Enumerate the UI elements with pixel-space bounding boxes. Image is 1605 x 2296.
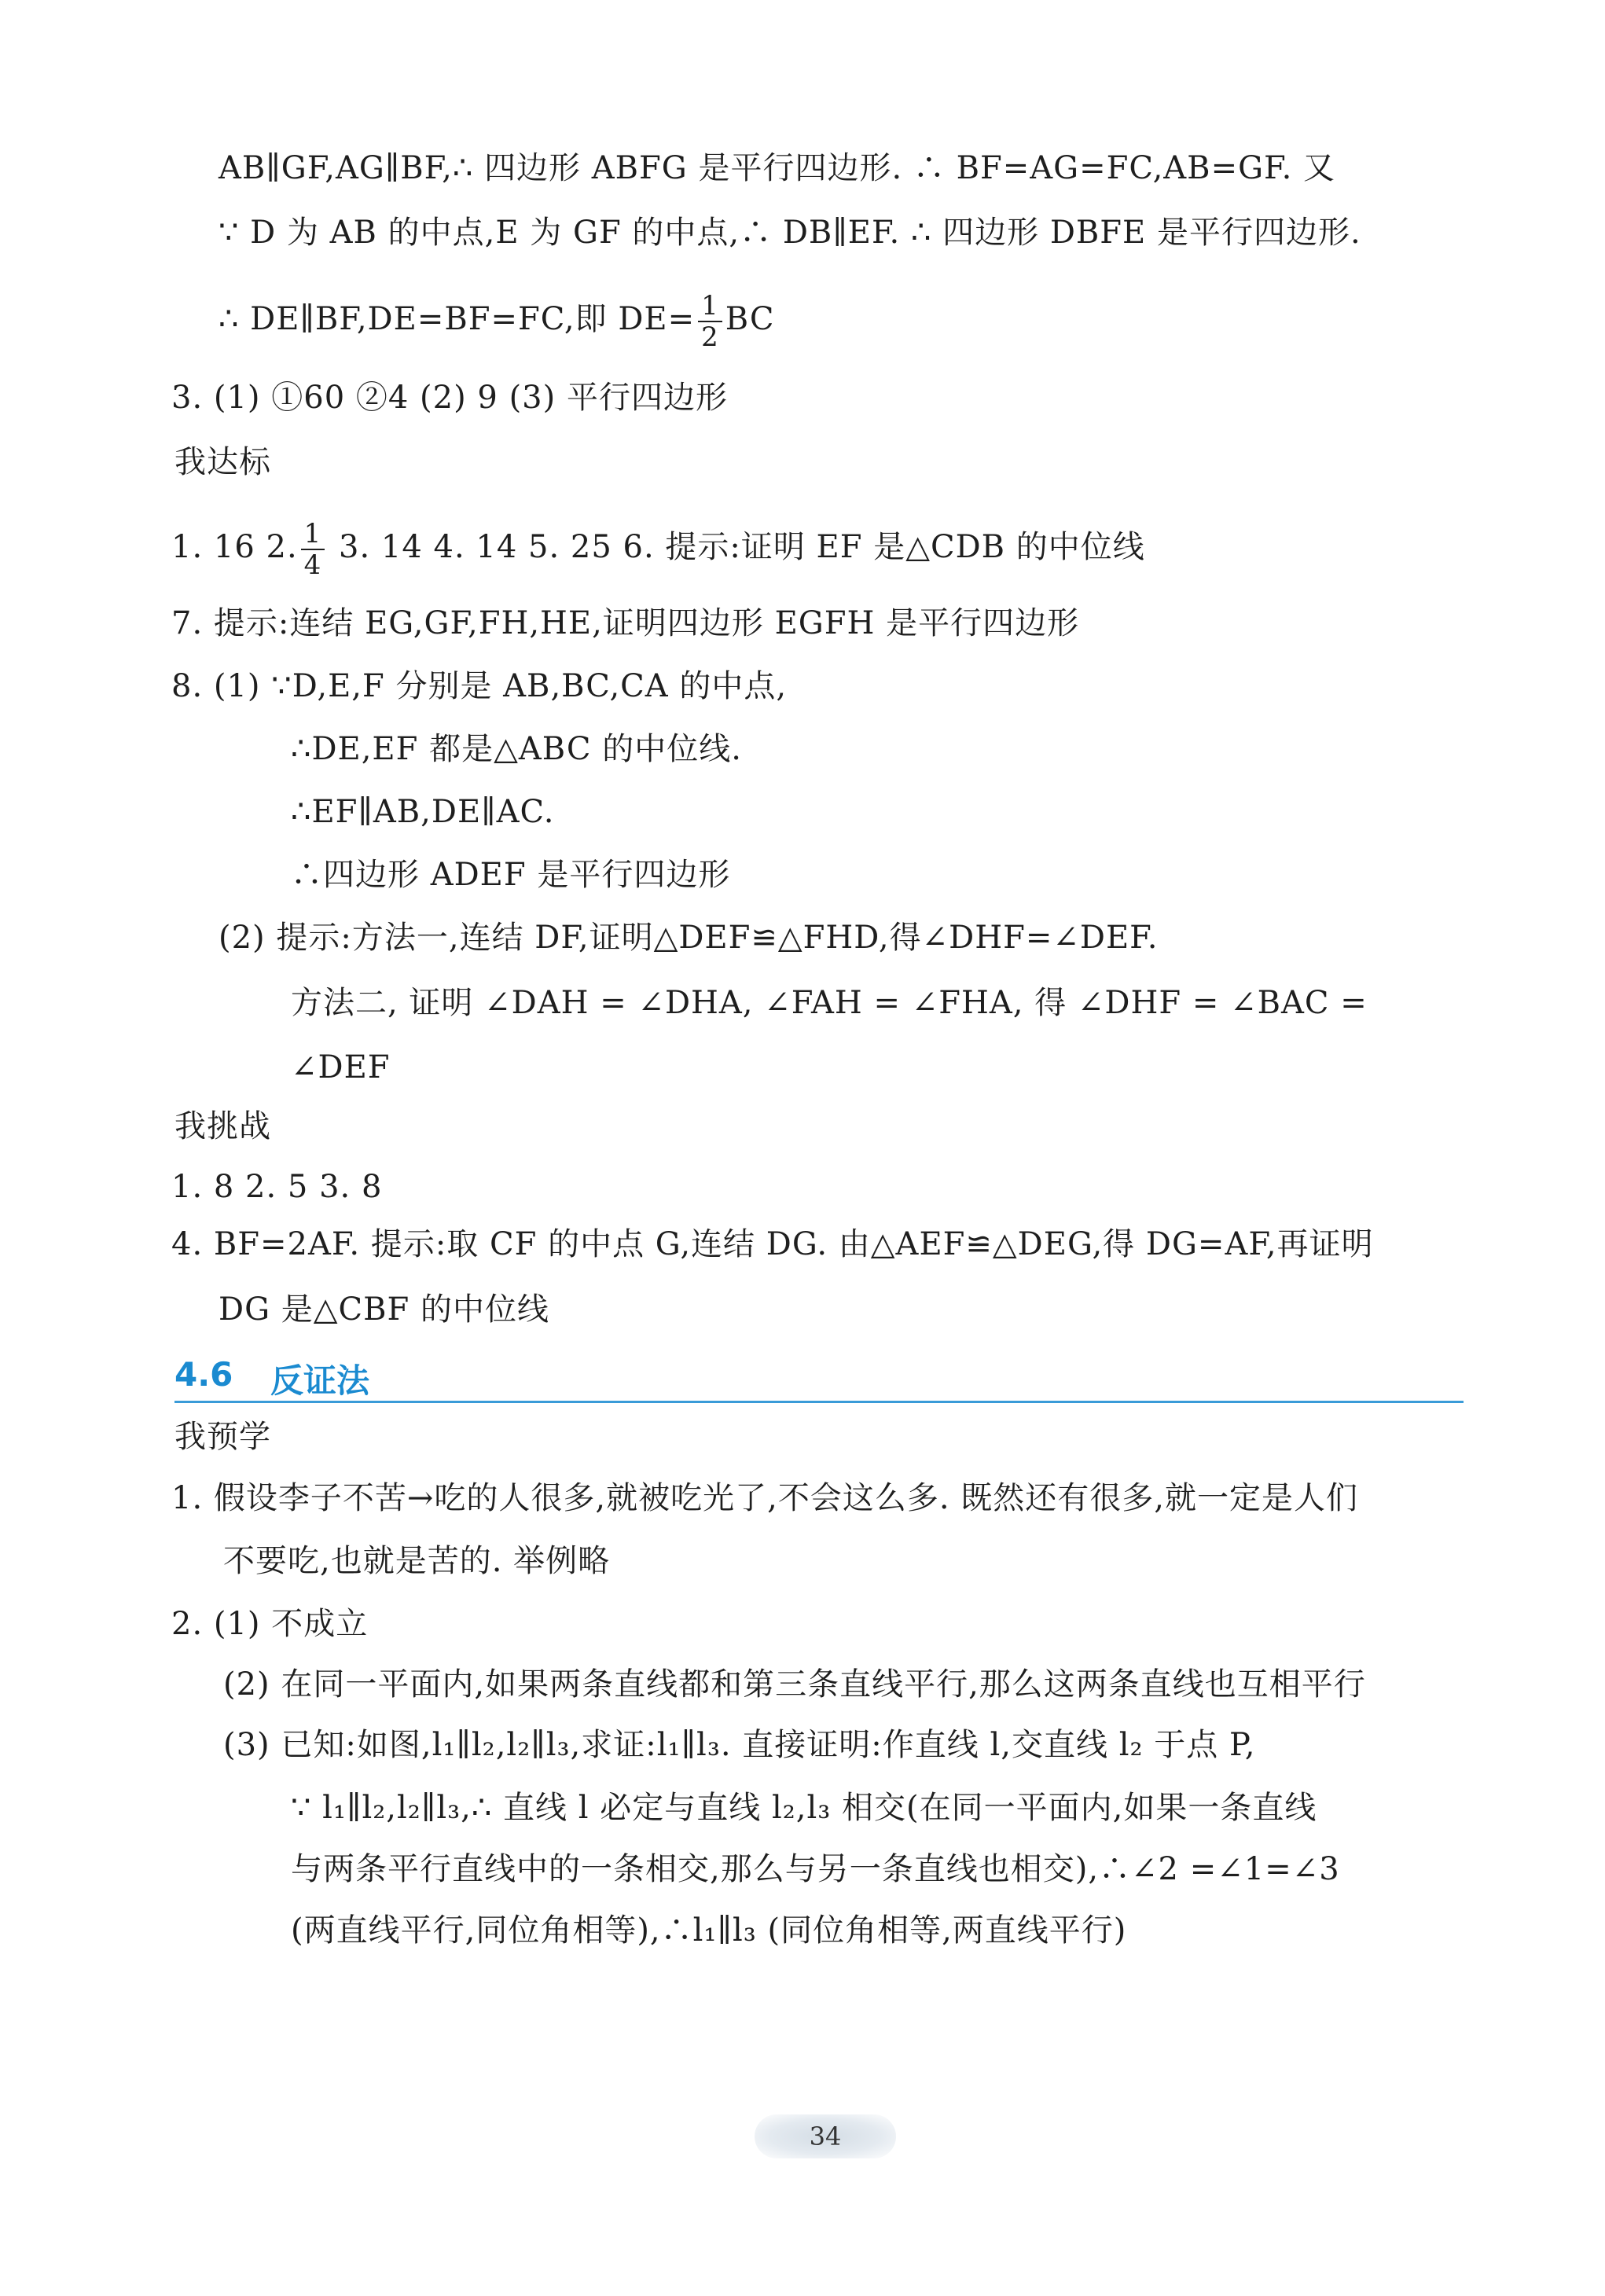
subsection-heading: 我预学 [174, 1419, 271, 1455]
text-segment: BC [725, 301, 775, 337]
text-line: ∴EF∥AB,DE∥AC. [291, 794, 555, 830]
text-segment: 3. 14 4. 14 5. 25 6. 提示:证明 EF 是△CDB 的中位线 [339, 529, 1145, 565]
fraction [301, 519, 325, 580]
text-line: 1. 8 2. 5 3. 8 [171, 1169, 383, 1205]
text-line-with-fraction [171, 519, 1145, 580]
text-line: 4. BF=2AF. 提示:取 CF 的中点 G,连结 DG. 由△AEF≌△DEG,得 DG=AF,再证明 [171, 1226, 1374, 1262]
fraction-numerator: 1 [698, 291, 722, 322]
subsection-heading: 我达标 [174, 444, 271, 480]
text-line: 方法二, 证明 ∠DAH = ∠DHA, ∠FAH = ∠FHA, 得 ∠DHF = ∠BAC = [291, 985, 1368, 1021]
section-number: 4.6 [174, 1355, 233, 1394]
subsection-heading: 我挑战 [174, 1108, 271, 1144]
text-line: AB∥GF,AG∥BF,∴ 四边形 ABFG 是平行四边形. ∴ BF=AG=FC,AB=GF. 又 [219, 150, 1335, 186]
text-line: 2. (1) 不成立 [171, 1606, 369, 1642]
text-line: ∴DE,EF 都是△ABC 的中位线. [291, 731, 742, 767]
page-number: 34 [755, 2114, 896, 2158]
text-line: (3) 已知:如图,l₁∥l₂,l₂∥l₃,求证:l₁∥l₃. 直接证明:作直线 l,交直线 l₂ 于点 P, [223, 1727, 1256, 1763]
text-segment: 1. 16 2. [171, 529, 298, 565]
text-line-with-fraction [219, 291, 775, 352]
text-line: 1. 假设李子不苦→吃的人很多,就被吃光了,不会这么多. 既然还有很多,就一定是人们 [171, 1480, 1358, 1516]
text-line: ∴四边形 ADEF 是平行四边形 [291, 857, 731, 893]
section-title: 反证法 [270, 1361, 370, 1400]
text-line: 与两条平行直线中的一条相交,那么与另一条直线也相交),∴∠2 =∠1=∠3 [291, 1851, 1340, 1887]
text-line: 3. (1) ①60 ②4 (2) 9 (3) 平行四边形 [171, 380, 728, 416]
text-segment: ∴ DE∥BF,DE=BF=FC,即 DE= [219, 301, 696, 337]
fraction-denominator: 2 [701, 321, 719, 353]
text-line: (2) 在同一平面内,如果两条直线都和第三条直线平行,那么这两条直线也互相平行 [223, 1666, 1366, 1703]
fraction-numerator: 1 [301, 519, 325, 550]
text-line: 不要吃,也就是苦的. 举例略 [223, 1543, 611, 1579]
fraction-denominator: 4 [303, 549, 322, 581]
text-line: ∠DEF [291, 1049, 391, 1086]
text-line: 7. 提示:连结 EG,GF,FH,HE,证明四边形 EGFH 是平行四边形 [171, 605, 1080, 641]
text-line: 8. (1) ∵D,E,F 分别是 AB,BC,CA 的中点, [171, 668, 788, 704]
fraction [698, 291, 722, 352]
text-line: ∵ l₁∥l₂,l₂∥l₃,∴ 直线 l 必定与直线 l₂,l₃ 相交(在同一平面内,如果一条直线 [291, 1790, 1317, 1826]
text-line: DG 是△CBF 的中位线 [219, 1291, 549, 1328]
section-heading [174, 1352, 1464, 1403]
text-line: (2) 提示:方法一,连结 DF,证明△DEF≌△FHD,得∠DHF=∠DEF. [219, 920, 1159, 956]
text-line: ∵ D 为 AB 的中点,E 为 GF 的中点,∴ DB∥EF. ∴ 四边形 DBFE 是平行四边形. [219, 215, 1361, 251]
text-line: (两直线平行,同位角相等),∴l₁∥l₃ (同位角相等,两直线平行) [291, 1912, 1127, 1949]
